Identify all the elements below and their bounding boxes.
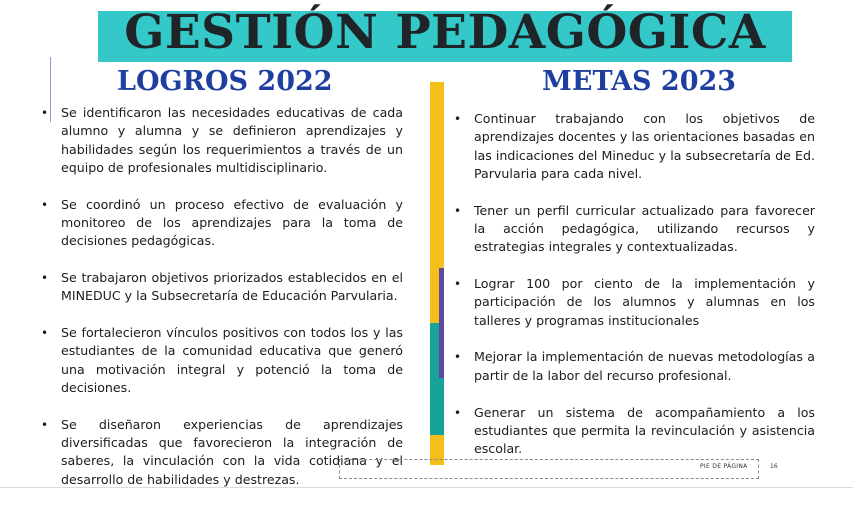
metas-item-text: Tener un perfil curricular actualizado para favorecer la acción pedagógica, utilizando recursos y estrategias integrales y contextualizadas.	[474, 202, 815, 255]
logros-item-text: Se fortalecieron vínculos positivos con todos los y las estudiantes de la comunidad educativa que generó una motivación integral y potenció la toma de decisiones.	[61, 325, 403, 396]
page-number: 16	[770, 463, 778, 470]
logros-item-text: Se coordinó un proceso efectivo de evaluación y monitoreo de los aprendizajes para la toma de decisiones pedagógicas.	[61, 196, 403, 249]
footer-placeholder[interactable]	[339, 459, 759, 479]
logros-item	[41, 324, 403, 397]
logros-item	[41, 104, 403, 177]
divider-stripe-teal	[430, 378, 444, 435]
logros-item	[41, 196, 403, 251]
metas-item-text: Mejorar la implementación de nuevas metodologías a partir de la labor del recurso profesional.	[474, 349, 815, 383]
logros-item-text: Se diseñaron experiencias de aprendizajes diversificadas que favorecieron la integración de saberes, la vinculación con la vida cotidiana y el desarrollo de habilidades y destrezas.	[61, 416, 403, 487]
bullet: •	[41, 197, 49, 212]
metas-item	[454, 348, 815, 385]
page-title: GESTIÓN PEDAGÓGICA	[124, 5, 766, 60]
metas-item	[454, 110, 815, 183]
bullet: •	[41, 106, 49, 120]
metas-item-text: Generar un sistema de acompañamiento a los estudiantes que permita la revinculación y asistencia escolar.	[474, 404, 815, 457]
metas-heading: METAS 2023	[542, 66, 737, 97]
logros-item-text: Se identificaron las necesidades educativas de cada alumno y alumna y se definieron aprendizajes y habilidades según los requerimientos a través de un equipo de profesionales multidisciplinario.	[61, 105, 403, 175]
metas-item	[454, 275, 815, 330]
logros-list	[41, 104, 403, 508]
bullet: •	[41, 326, 49, 341]
bullet: •	[454, 112, 462, 126]
metas-item-text: Continuar trabajando con los objetivos de aprendizajes docentes y las orientaciones basadas en las indicaciones del Mineduc y la subsecretaría de Ed. Parvularia para cada nivel.	[474, 111, 815, 181]
metas-list	[454, 110, 815, 477]
logros-heading: LOGROS 2022	[117, 66, 333, 97]
bullet: •	[41, 271, 49, 286]
metas-item	[454, 202, 815, 257]
logros-item	[41, 269, 403, 306]
divider-stripe-purple	[439, 268, 444, 378]
footer-label: PIE DE PÁGINA	[700, 463, 748, 470]
metas-item-text: Lograr 100 por ciento de la implementación y participación de los alumnos y alumnas en los talleres y programas institucionales	[474, 276, 815, 328]
logros-item-text: Se trabajaron objetivos priorizados establecidos en el MINEDUC y la Subsecretaría de Educación Parvularia.	[61, 270, 403, 304]
divider-stripe-yellow	[430, 82, 444, 268]
bullet: •	[454, 405, 462, 420]
bullet: •	[454, 203, 462, 218]
bullet: •	[454, 277, 462, 292]
bullet: •	[454, 350, 462, 365]
left-margin-line	[50, 57, 51, 122]
bottom-divider	[0, 487, 853, 488]
bullet: •	[41, 417, 49, 432]
metas-item	[454, 404, 815, 459]
